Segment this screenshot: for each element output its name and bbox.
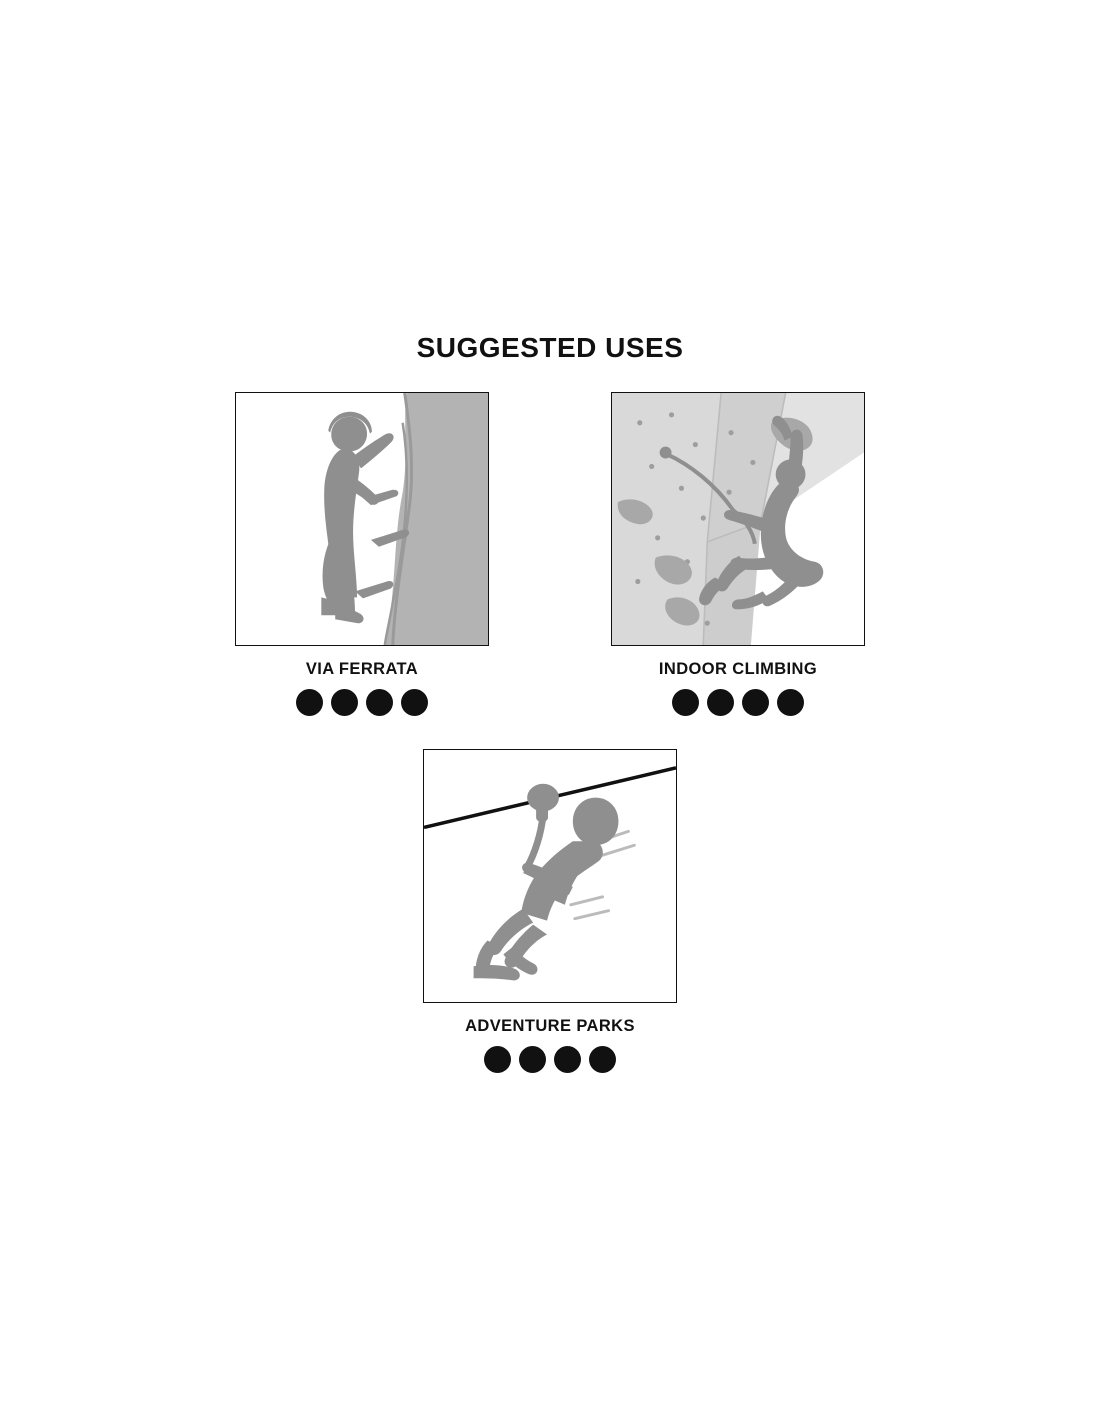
use-card-via-ferrata: [234, 392, 490, 716]
indoor-climbing-thumbnail: [611, 392, 865, 646]
zipline-adventure-park-illustration: [424, 750, 676, 1002]
rating-dot: [366, 689, 393, 716]
use-card-label: ADVENTURE PARKS: [465, 1017, 635, 1035]
use-card-indoor-climbing: [610, 392, 866, 716]
rating-dot: [589, 1046, 616, 1073]
rating-dot: [401, 689, 428, 716]
indoor-climbing-wall-illustration: [612, 393, 864, 645]
rating-dot: [777, 689, 804, 716]
use-card-label: VIA FERRATA: [305, 660, 419, 678]
via-ferrata-climber-illustration: [236, 393, 488, 645]
rating-dot: [519, 1046, 546, 1073]
rating-dots-adventure-parks: [484, 1046, 616, 1073]
rating-dot: [296, 689, 323, 716]
rating-dot: [554, 1046, 581, 1073]
use-card-adventure-parks: [422, 749, 678, 1073]
rating-dots-indoor-climbing: [672, 689, 804, 716]
rating-dot: [484, 1046, 511, 1073]
page-title: SUGGESTED USES: [416, 332, 684, 363]
suggested-uses-grid: [0, 392, 1100, 1073]
rating-dot: [707, 689, 734, 716]
via-ferrata-thumbnail: [235, 392, 489, 646]
rating-dot: [331, 689, 358, 716]
cards-row-1: [0, 392, 1100, 716]
use-card-label: INDOOR CLIMBING: [658, 660, 818, 678]
rating-dots-via-ferrata: [296, 689, 428, 716]
rating-dot: [742, 689, 769, 716]
rating-dot: [672, 689, 699, 716]
cards-row-2: [0, 749, 1100, 1073]
adventure-parks-thumbnail: [423, 749, 677, 1003]
